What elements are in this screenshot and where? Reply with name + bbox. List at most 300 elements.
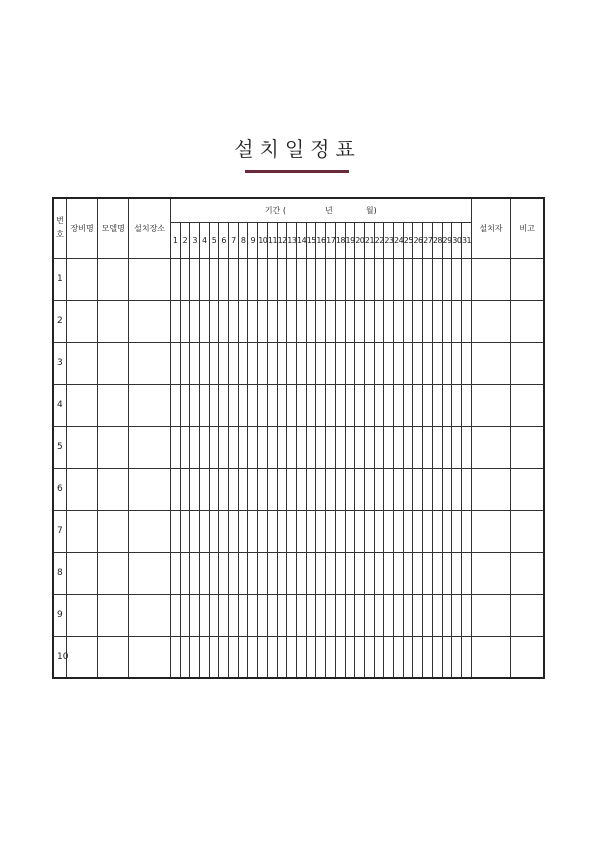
day-cell-20[interactable] [355,384,365,426]
day-cell-16[interactable] [316,594,326,636]
installer-cell[interactable] [471,594,510,636]
day-cell-6[interactable] [219,552,229,594]
day-cell-1[interactable] [170,468,180,510]
day-cell-11[interactable] [267,384,277,426]
day-cell-8[interactable] [238,300,248,342]
day-cell-29[interactable] [442,342,452,384]
equipment-cell[interactable] [67,426,98,468]
day-cell-17[interactable] [326,342,336,384]
day-cell-30[interactable] [452,636,462,678]
day-cell-7[interactable] [229,258,239,300]
day-cell-13[interactable] [287,594,297,636]
day-cell-4[interactable] [199,258,209,300]
day-cell-17[interactable] [326,552,336,594]
day-cell-26[interactable] [413,342,423,384]
day-cell-10[interactable] [258,552,268,594]
day-cell-19[interactable] [345,426,355,468]
day-cell-9[interactable] [248,510,258,552]
day-cell-29[interactable] [442,426,452,468]
day-cell-12[interactable] [277,384,287,426]
day-cell-18[interactable] [335,300,345,342]
day-cell-2[interactable] [180,594,190,636]
day-cell-27[interactable] [423,636,433,678]
day-cell-5[interactable] [209,342,219,384]
day-cell-2[interactable] [180,636,190,678]
day-cell-25[interactable] [403,636,413,678]
day-cell-19[interactable] [345,468,355,510]
day-cell-24[interactable] [394,552,404,594]
remarks-cell[interactable] [511,342,544,384]
day-cell-4[interactable] [199,300,209,342]
day-cell-28[interactable] [432,510,442,552]
equipment-cell[interactable] [67,300,98,342]
location-cell[interactable] [129,636,171,678]
day-cell-27[interactable] [423,384,433,426]
day-cell-15[interactable] [306,636,316,678]
day-cell-17[interactable] [326,426,336,468]
day-cell-15[interactable] [306,300,316,342]
day-cell-3[interactable] [190,510,200,552]
day-cell-31[interactable] [461,342,471,384]
day-cell-19[interactable] [345,342,355,384]
day-cell-19[interactable] [345,636,355,678]
remarks-cell[interactable] [511,636,544,678]
remarks-cell[interactable] [511,258,544,300]
day-cell-22[interactable] [374,426,384,468]
day-cell-9[interactable] [248,636,258,678]
model-cell[interactable] [98,300,129,342]
day-cell-5[interactable] [209,468,219,510]
day-cell-20[interactable] [355,258,365,300]
day-cell-4[interactable] [199,594,209,636]
day-cell-3[interactable] [190,636,200,678]
day-cell-21[interactable] [364,468,374,510]
day-cell-27[interactable] [423,342,433,384]
day-cell-6[interactable] [219,300,229,342]
day-cell-18[interactable] [335,636,345,678]
day-cell-24[interactable] [394,594,404,636]
day-cell-6[interactable] [219,510,229,552]
day-cell-6[interactable] [219,342,229,384]
day-cell-20[interactable] [355,300,365,342]
day-cell-31[interactable] [461,426,471,468]
day-cell-23[interactable] [384,636,394,678]
day-cell-7[interactable] [229,594,239,636]
day-cell-31[interactable] [461,300,471,342]
day-cell-12[interactable] [277,594,287,636]
day-cell-27[interactable] [423,552,433,594]
day-cell-4[interactable] [199,552,209,594]
day-cell-5[interactable] [209,300,219,342]
day-cell-15[interactable] [306,342,316,384]
day-cell-25[interactable] [403,384,413,426]
day-cell-4[interactable] [199,510,209,552]
day-cell-14[interactable] [297,636,307,678]
day-cell-14[interactable] [297,552,307,594]
day-cell-4[interactable] [199,342,209,384]
day-cell-8[interactable] [238,636,248,678]
day-cell-1[interactable] [170,342,180,384]
location-cell[interactable] [129,468,171,510]
day-cell-24[interactable] [394,636,404,678]
day-cell-29[interactable] [442,300,452,342]
day-cell-31[interactable] [461,258,471,300]
day-cell-2[interactable] [180,300,190,342]
day-cell-22[interactable] [374,300,384,342]
day-cell-23[interactable] [384,384,394,426]
day-cell-15[interactable] [306,594,316,636]
day-cell-4[interactable] [199,426,209,468]
day-cell-15[interactable] [306,552,316,594]
day-cell-27[interactable] [423,510,433,552]
day-cell-31[interactable] [461,636,471,678]
day-cell-23[interactable] [384,468,394,510]
day-cell-27[interactable] [423,258,433,300]
day-cell-13[interactable] [287,510,297,552]
model-cell[interactable] [98,510,129,552]
day-cell-13[interactable] [287,426,297,468]
day-cell-22[interactable] [374,594,384,636]
day-cell-18[interactable] [335,342,345,384]
day-cell-30[interactable] [452,594,462,636]
day-cell-13[interactable] [287,384,297,426]
day-cell-31[interactable] [461,552,471,594]
day-cell-19[interactable] [345,552,355,594]
day-cell-20[interactable] [355,426,365,468]
day-cell-8[interactable] [238,468,248,510]
day-cell-8[interactable] [238,594,248,636]
day-cell-21[interactable] [364,552,374,594]
day-cell-16[interactable] [316,384,326,426]
equipment-cell[interactable] [67,636,98,678]
day-cell-9[interactable] [248,594,258,636]
day-cell-26[interactable] [413,258,423,300]
day-cell-31[interactable] [461,594,471,636]
day-cell-5[interactable] [209,258,219,300]
day-cell-23[interactable] [384,594,394,636]
remarks-cell[interactable] [511,426,544,468]
day-cell-2[interactable] [180,426,190,468]
day-cell-19[interactable] [345,384,355,426]
day-cell-29[interactable] [442,258,452,300]
day-cell-3[interactable] [190,384,200,426]
day-cell-4[interactable] [199,468,209,510]
equipment-cell[interactable] [67,384,98,426]
day-cell-14[interactable] [297,468,307,510]
day-cell-17[interactable] [326,384,336,426]
day-cell-12[interactable] [277,342,287,384]
day-cell-14[interactable] [297,300,307,342]
installer-cell[interactable] [471,510,510,552]
day-cell-28[interactable] [432,468,442,510]
day-cell-29[interactable] [442,510,452,552]
day-cell-30[interactable] [452,426,462,468]
day-cell-30[interactable] [452,552,462,594]
model-cell[interactable] [98,636,129,678]
day-cell-17[interactable] [326,594,336,636]
day-cell-3[interactable] [190,300,200,342]
day-cell-29[interactable] [442,552,452,594]
day-cell-18[interactable] [335,552,345,594]
day-cell-24[interactable] [394,300,404,342]
day-cell-31[interactable] [461,384,471,426]
day-cell-3[interactable] [190,258,200,300]
day-cell-30[interactable] [452,468,462,510]
location-cell[interactable] [129,384,171,426]
day-cell-5[interactable] [209,510,219,552]
day-cell-18[interactable] [335,594,345,636]
day-cell-29[interactable] [442,636,452,678]
day-cell-22[interactable] [374,342,384,384]
day-cell-5[interactable] [209,636,219,678]
day-cell-2[interactable] [180,468,190,510]
day-cell-23[interactable] [384,510,394,552]
day-cell-2[interactable] [180,384,190,426]
day-cell-10[interactable] [258,426,268,468]
day-cell-30[interactable] [452,510,462,552]
day-cell-1[interactable] [170,258,180,300]
day-cell-21[interactable] [364,384,374,426]
day-cell-26[interactable] [413,426,423,468]
day-cell-21[interactable] [364,300,374,342]
day-cell-23[interactable] [384,552,394,594]
day-cell-5[interactable] [209,384,219,426]
day-cell-2[interactable] [180,510,190,552]
day-cell-26[interactable] [413,384,423,426]
day-cell-14[interactable] [297,594,307,636]
day-cell-1[interactable] [170,552,180,594]
day-cell-13[interactable] [287,300,297,342]
day-cell-30[interactable] [452,342,462,384]
remarks-cell[interactable] [511,300,544,342]
day-cell-27[interactable] [423,468,433,510]
day-cell-24[interactable] [394,426,404,468]
day-cell-2[interactable] [180,552,190,594]
day-cell-16[interactable] [316,552,326,594]
day-cell-21[interactable] [364,510,374,552]
model-cell[interactable] [98,594,129,636]
day-cell-22[interactable] [374,384,384,426]
day-cell-7[interactable] [229,636,239,678]
day-cell-11[interactable] [267,594,277,636]
location-cell[interactable] [129,300,171,342]
day-cell-30[interactable] [452,300,462,342]
day-cell-10[interactable] [258,510,268,552]
day-cell-13[interactable] [287,552,297,594]
day-cell-13[interactable] [287,636,297,678]
day-cell-9[interactable] [248,468,258,510]
day-cell-10[interactable] [258,636,268,678]
installer-cell[interactable] [471,468,510,510]
day-cell-1[interactable] [170,510,180,552]
day-cell-6[interactable] [219,384,229,426]
day-cell-15[interactable] [306,468,316,510]
day-cell-23[interactable] [384,258,394,300]
day-cell-3[interactable] [190,594,200,636]
day-cell-25[interactable] [403,468,413,510]
day-cell-8[interactable] [238,384,248,426]
day-cell-19[interactable] [345,300,355,342]
day-cell-15[interactable] [306,426,316,468]
model-cell[interactable] [98,468,129,510]
day-cell-20[interactable] [355,594,365,636]
day-cell-21[interactable] [364,636,374,678]
day-cell-28[interactable] [432,342,442,384]
day-cell-26[interactable] [413,510,423,552]
day-cell-17[interactable] [326,510,336,552]
day-cell-14[interactable] [297,258,307,300]
day-cell-5[interactable] [209,594,219,636]
day-cell-21[interactable] [364,426,374,468]
day-cell-14[interactable] [297,342,307,384]
day-cell-26[interactable] [413,552,423,594]
day-cell-15[interactable] [306,258,316,300]
day-cell-22[interactable] [374,552,384,594]
day-cell-3[interactable] [190,342,200,384]
day-cell-20[interactable] [355,342,365,384]
day-cell-11[interactable] [267,510,277,552]
day-cell-12[interactable] [277,636,287,678]
day-cell-1[interactable] [170,300,180,342]
day-cell-28[interactable] [432,636,442,678]
day-cell-18[interactable] [335,468,345,510]
day-cell-16[interactable] [316,510,326,552]
day-cell-28[interactable] [432,426,442,468]
day-cell-6[interactable] [219,636,229,678]
day-cell-9[interactable] [248,342,258,384]
day-cell-7[interactable] [229,300,239,342]
day-cell-9[interactable] [248,258,258,300]
day-cell-5[interactable] [209,426,219,468]
location-cell[interactable] [129,426,171,468]
day-cell-25[interactable] [403,426,413,468]
day-cell-16[interactable] [316,468,326,510]
day-cell-26[interactable] [413,300,423,342]
day-cell-27[interactable] [423,426,433,468]
installer-cell[interactable] [471,384,510,426]
day-cell-7[interactable] [229,468,239,510]
day-cell-28[interactable] [432,594,442,636]
location-cell[interactable] [129,510,171,552]
day-cell-1[interactable] [170,636,180,678]
installer-cell[interactable] [471,342,510,384]
day-cell-14[interactable] [297,384,307,426]
day-cell-7[interactable] [229,342,239,384]
day-cell-25[interactable] [403,552,413,594]
location-cell[interactable] [129,594,171,636]
day-cell-29[interactable] [442,468,452,510]
installer-cell[interactable] [471,552,510,594]
equipment-cell[interactable] [67,552,98,594]
day-cell-16[interactable] [316,342,326,384]
day-cell-15[interactable] [306,510,316,552]
day-cell-18[interactable] [335,258,345,300]
day-cell-26[interactable] [413,636,423,678]
day-cell-10[interactable] [258,384,268,426]
day-cell-23[interactable] [384,300,394,342]
day-cell-11[interactable] [267,468,277,510]
day-cell-9[interactable] [248,384,258,426]
day-cell-1[interactable] [170,426,180,468]
day-cell-13[interactable] [287,258,297,300]
day-cell-8[interactable] [238,258,248,300]
location-cell[interactable] [129,258,171,300]
day-cell-25[interactable] [403,342,413,384]
day-cell-16[interactable] [316,258,326,300]
day-cell-8[interactable] [238,510,248,552]
location-cell[interactable] [129,342,171,384]
day-cell-11[interactable] [267,426,277,468]
day-cell-20[interactable] [355,636,365,678]
equipment-cell[interactable] [67,258,98,300]
day-cell-17[interactable] [326,300,336,342]
equipment-cell[interactable] [67,594,98,636]
day-cell-22[interactable] [374,636,384,678]
day-cell-11[interactable] [267,636,277,678]
remarks-cell[interactable] [511,468,544,510]
day-cell-12[interactable] [277,510,287,552]
day-cell-8[interactable] [238,426,248,468]
day-cell-28[interactable] [432,384,442,426]
day-cell-11[interactable] [267,258,277,300]
remarks-cell[interactable] [511,510,544,552]
day-cell-9[interactable] [248,300,258,342]
day-cell-20[interactable] [355,552,365,594]
day-cell-11[interactable] [267,342,277,384]
day-cell-24[interactable] [394,342,404,384]
day-cell-12[interactable] [277,300,287,342]
day-cell-13[interactable] [287,342,297,384]
day-cell-21[interactable] [364,258,374,300]
day-cell-17[interactable] [326,636,336,678]
day-cell-23[interactable] [384,342,394,384]
day-cell-24[interactable] [394,510,404,552]
day-cell-2[interactable] [180,258,190,300]
model-cell[interactable] [98,426,129,468]
day-cell-15[interactable] [306,384,316,426]
day-cell-29[interactable] [442,594,452,636]
day-cell-27[interactable] [423,300,433,342]
day-cell-18[interactable] [335,384,345,426]
day-cell-24[interactable] [394,384,404,426]
day-cell-11[interactable] [267,552,277,594]
day-cell-19[interactable] [345,510,355,552]
model-cell[interactable] [98,342,129,384]
day-cell-7[interactable] [229,510,239,552]
day-cell-3[interactable] [190,468,200,510]
day-cell-7[interactable] [229,384,239,426]
location-cell[interactable] [129,552,171,594]
day-cell-9[interactable] [248,552,258,594]
day-cell-6[interactable] [219,468,229,510]
day-cell-13[interactable] [287,468,297,510]
day-cell-17[interactable] [326,468,336,510]
day-cell-18[interactable] [335,510,345,552]
day-cell-29[interactable] [442,384,452,426]
day-cell-4[interactable] [199,384,209,426]
day-cell-22[interactable] [374,468,384,510]
model-cell[interactable] [98,384,129,426]
day-cell-26[interactable] [413,468,423,510]
day-cell-2[interactable] [180,342,190,384]
day-cell-14[interactable] [297,510,307,552]
remarks-cell[interactable] [511,384,544,426]
day-cell-12[interactable] [277,258,287,300]
day-cell-3[interactable] [190,426,200,468]
day-cell-22[interactable] [374,510,384,552]
day-cell-8[interactable] [238,342,248,384]
day-cell-26[interactable] [413,594,423,636]
